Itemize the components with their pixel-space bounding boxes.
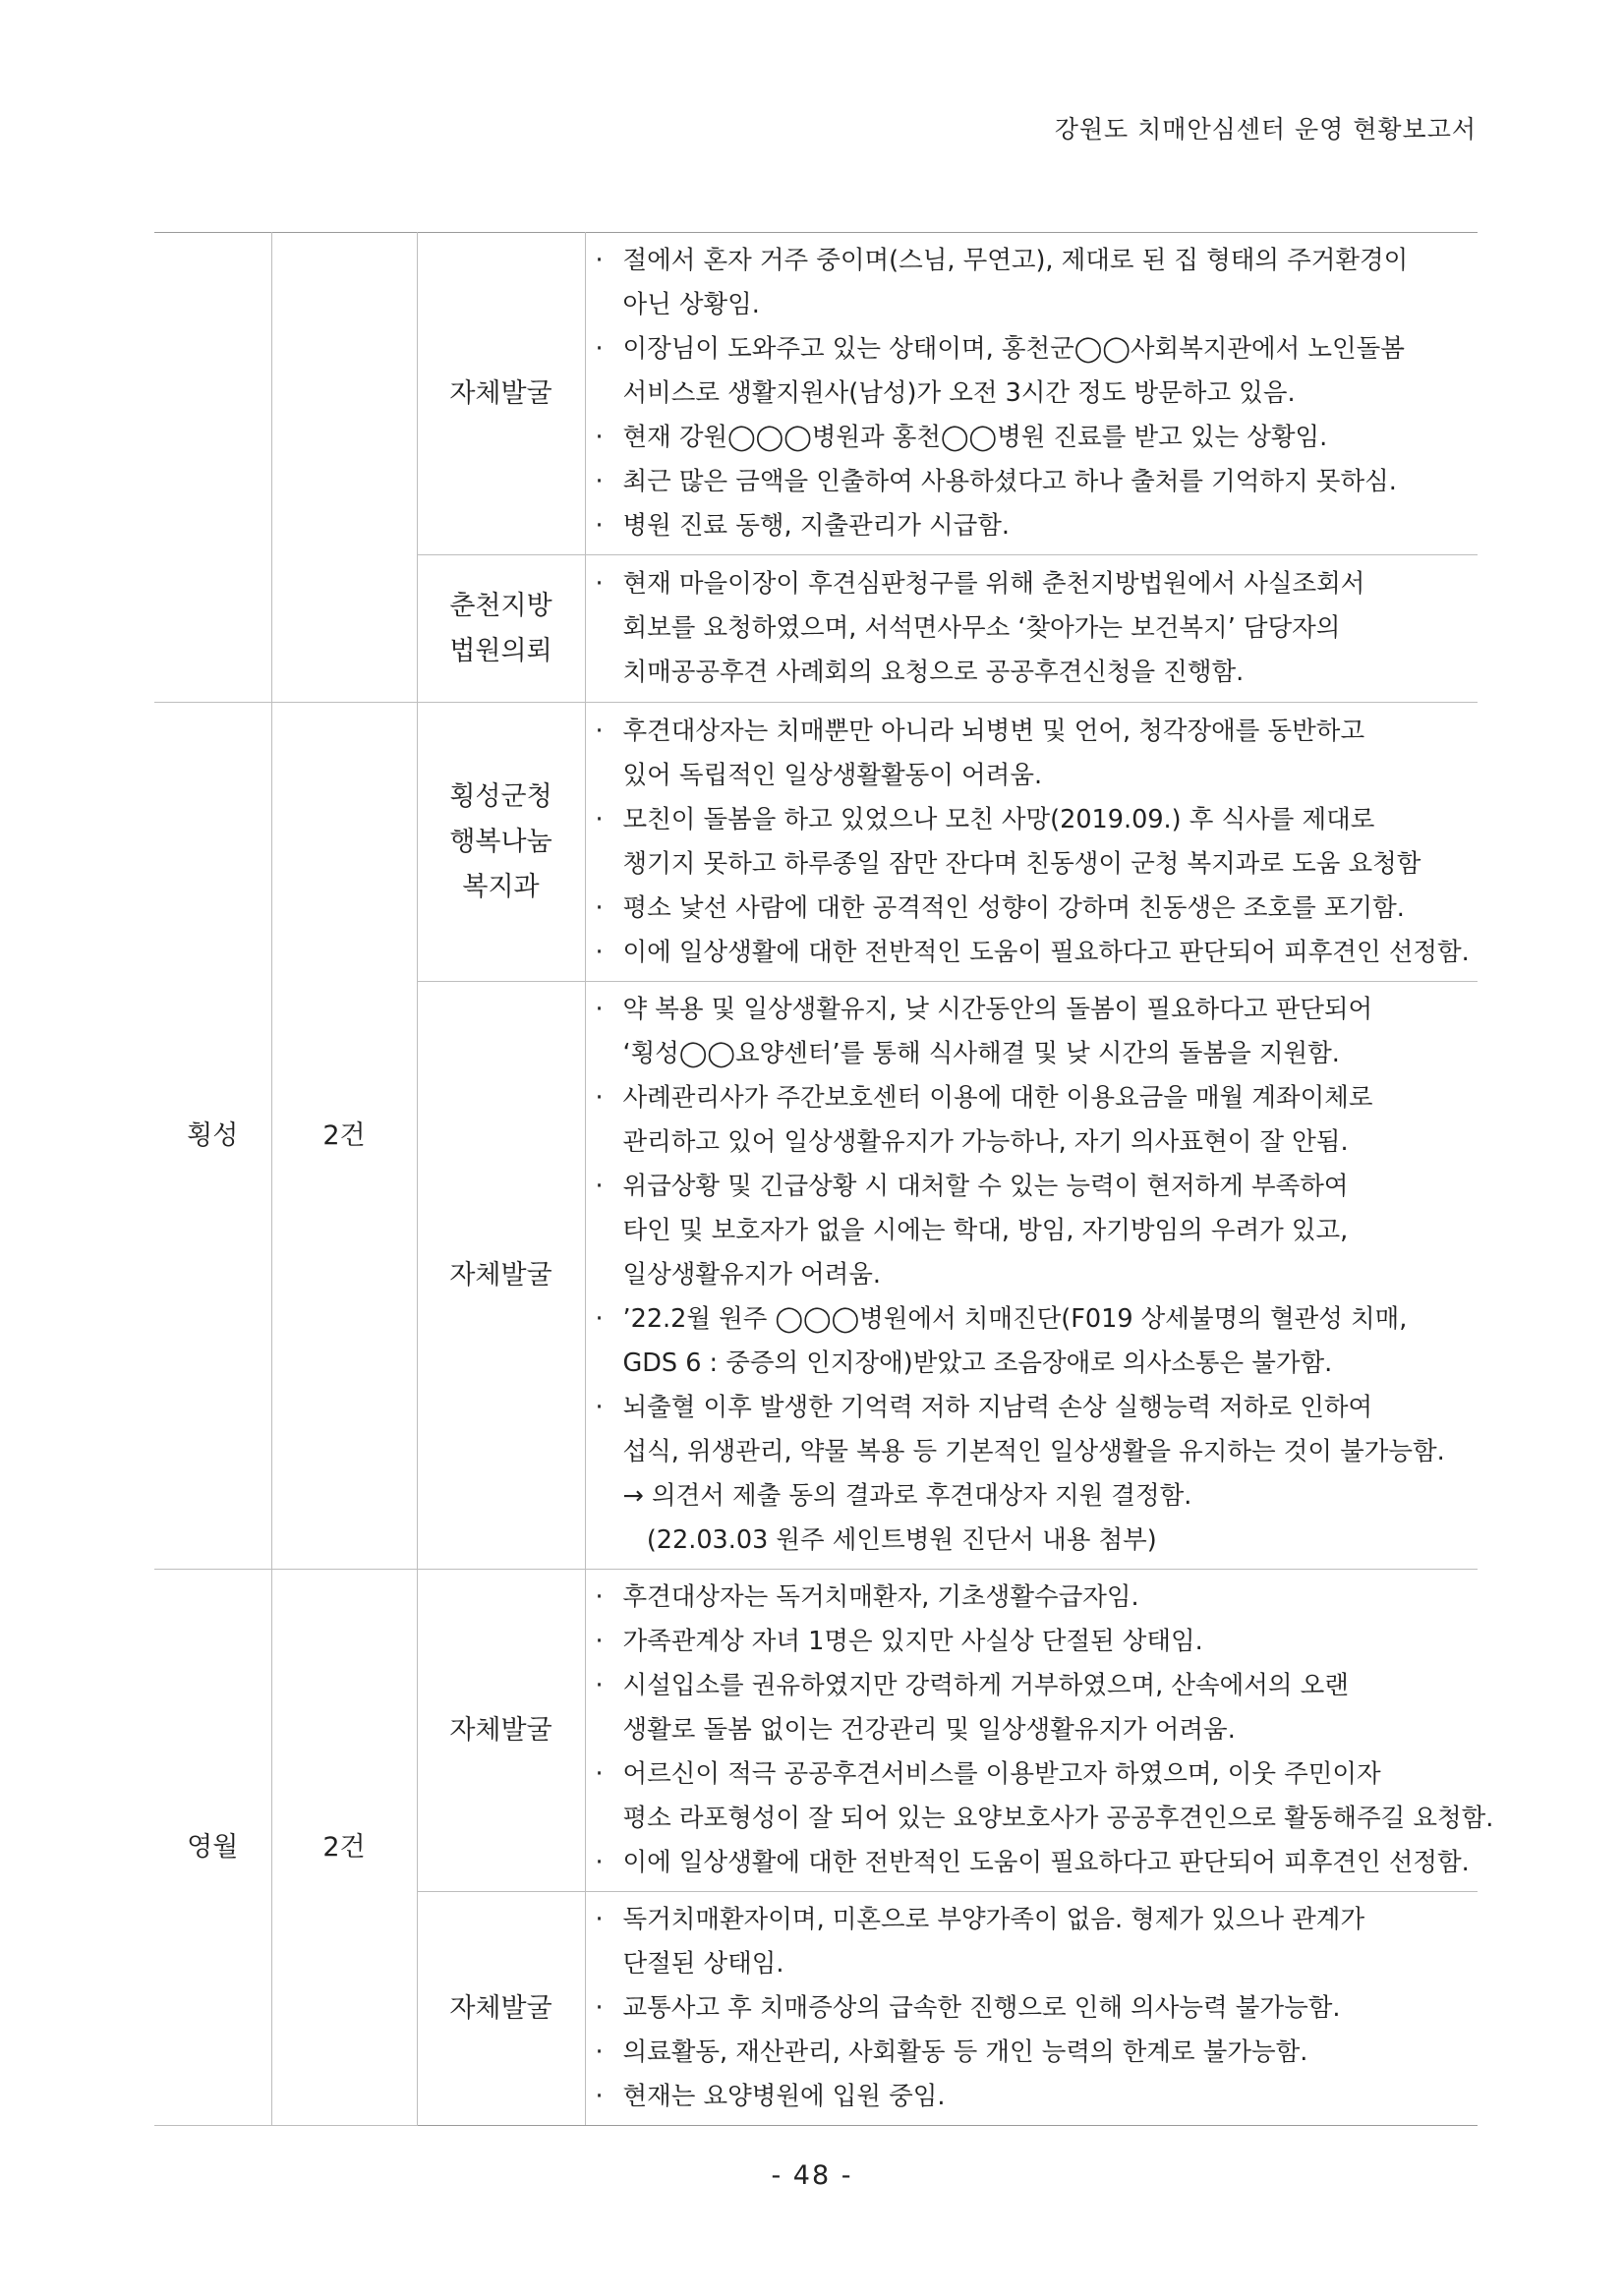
source-text: 자체발굴 [449, 1992, 552, 2024]
description-text: 평소 라포형성이 잘 되어 있는 요양보호사가 공공후견인으로 활동해주길 요청함. [622, 1804, 1494, 1833]
description-line [596, 651, 1473, 695]
source-cell [417, 982, 585, 1570]
bullet-mark: · [595, 1083, 604, 1113]
bullet-mark: · [595, 246, 604, 275]
bullet-mark: · [595, 511, 604, 541]
report-header-title: 강원도 치매안심센터 운영 현황보고서 [1054, 115, 1477, 144]
description-line [596, 1253, 1473, 1297]
region-name: 영월 [187, 1831, 239, 1863]
source-cell [417, 703, 585, 982]
bullet-mark: · [595, 2038, 604, 2067]
description-text: 회보를 요청하였으며, 서석면사무소 ‘찾아가는 보건복지’ 담당자의 [622, 613, 1341, 643]
description-line [596, 1474, 1473, 1519]
region-name: 횡성 [187, 1119, 239, 1151]
table-row [154, 233, 1478, 555]
case-count: 2건 [322, 1831, 366, 1863]
description-line [596, 1032, 1473, 1076]
description-text: 현재 마을이장이 후견심판청구를 위해 춘천지방법원에서 사실조회서 [622, 569, 1365, 599]
description-text: 후견대상자는 독거치매환자, 기초생활수급자임. [622, 1582, 1139, 1612]
description-line [596, 887, 1473, 931]
description-line [596, 710, 1473, 754]
description-text: 타인 및 보호자가 없을 시에는 학대, 방임, 자기방임의 우려가 있고, [622, 1216, 1349, 1245]
source-text: 횡성군청 [449, 780, 552, 812]
description-line [596, 283, 1473, 327]
bullet-mark: · [595, 804, 604, 834]
description-line [596, 1664, 1473, 1708]
description-text: 있어 독립적인 일상생활활동이 어려움. [622, 760, 1043, 790]
bullet-mark: · [595, 1393, 604, 1422]
description-text: 약 복용 및 일상생활유지, 낮 시간동안의 돌봄이 필요하다고 판단되어 [622, 995, 1373, 1024]
description-text: (22.03.03 원주 세인트병원 진단서 내용 첨부) [622, 1525, 1157, 1555]
description-line [596, 1519, 1473, 1563]
description-cell [585, 233, 1478, 555]
case-count: 2건 [322, 1119, 366, 1151]
description-line [596, 1209, 1473, 1253]
description-cell [585, 1570, 1494, 1892]
description-cell [585, 1892, 1478, 2126]
description-cell [585, 555, 1478, 703]
description-text: 병원 진료 동행, 지출관리가 시급함. [622, 511, 1010, 541]
description-line [596, 327, 1473, 372]
description-line [596, 1386, 1473, 1430]
description-text: 절에서 혼자 거주 중이며(스님, 무연고), 제대로 된 집 형태의 주거환경이 [622, 246, 1409, 275]
description-text: 의료활동, 재산관리, 사회활동 등 개인 능력의 한계로 불가능함. [622, 2038, 1308, 2067]
description-text: 단절된 상태임. [622, 1949, 784, 1979]
description-line [596, 562, 1473, 606]
description-line [596, 1898, 1473, 1942]
source-cell [417, 1892, 585, 2126]
bullet-mark: · [595, 467, 604, 496]
bullet-mark: · [595, 937, 604, 967]
bullet-mark: · [595, 1848, 604, 1877]
description-line [596, 1076, 1473, 1120]
description-line [596, 1708, 1473, 1752]
source-cell [417, 555, 585, 703]
description-line [596, 416, 1473, 460]
description-cell [585, 703, 1478, 982]
description-line [596, 1576, 1473, 1620]
description-line [596, 372, 1473, 416]
description-line [596, 606, 1473, 651]
description-text: 모친이 돌봄을 하고 있었으나 모친 사망(2019.09.) 후 식사를 제대로 [622, 804, 1375, 834]
description-text: 현재 강원◯◯◯병원과 홍천◯◯병원 진료를 받고 있는 상황임. [622, 423, 1328, 452]
description-line [596, 754, 1473, 798]
table-row [154, 1570, 1478, 1892]
bullet-mark: · [595, 1582, 604, 1612]
bullet-mark: · [595, 892, 604, 923]
description-text: 이장님이 도와주고 있는 상태이며, 홍천군◯◯사회복지관에서 노인돌봄 [622, 334, 1405, 364]
description-text: 뇌출혈 이후 발생한 기억력 저하 지남력 손상 실행능력 저하로 인하여 [622, 1393, 1373, 1422]
description-line [596, 1120, 1473, 1165]
bullet-mark: · [595, 1993, 604, 2023]
region-cell [154, 233, 271, 703]
source-text: 법원의뢰 [449, 635, 552, 666]
bullet-mark: · [595, 569, 604, 599]
description-text: 서비스로 생활지원사(남성)가 오전 3시간 정도 방문하고 있음. [622, 378, 1296, 408]
region-cell [154, 1570, 271, 2126]
source-text: 자체발굴 [449, 1259, 552, 1291]
description-text: 독거치매환자이며, 미혼으로 부양가족이 없음. 형제가 있으나 관계가 [622, 1905, 1365, 1934]
source-cell [417, 233, 585, 555]
description-line [596, 239, 1473, 283]
description-text: ‘횡성◯◯요양센터’를 통해 식사해결 및 낮 시간의 돌봄을 지원함. [622, 1039, 1340, 1068]
description-line [596, 1165, 1473, 1209]
description-text: 아닌 상황임. [622, 290, 760, 319]
description-text: 교통사고 후 치매증상의 급속한 진행으로 인해 의사능력 불가능함. [622, 1993, 1341, 2023]
description-text: 관리하고 있어 일상생활유지가 가능하나, 자기 의사표현이 잘 안됨. [622, 1127, 1349, 1157]
description-line [596, 988, 1473, 1032]
bullet-mark: · [595, 1905, 604, 1934]
description-line [596, 1430, 1473, 1474]
description-text: 이에 일상생활에 대한 전반적인 도움이 필요하다고 판단되어 피후견인 선정함. [622, 937, 1470, 967]
source-text: 춘천지방 [449, 590, 552, 621]
source-text: 자체발굴 [449, 1714, 552, 1746]
table-row [154, 703, 1478, 982]
description-text: 평소 낯선 사람에 대한 공격적인 성향이 강하며 친동생은 조호를 포기함. [622, 892, 1405, 923]
description-text: 생활로 돌봄 없이는 건강관리 및 일상생활유지가 어려움. [622, 1715, 1236, 1745]
description-line [596, 1942, 1473, 1986]
description-line [596, 504, 1473, 548]
bullet-mark: · [595, 716, 604, 746]
description-line [596, 1342, 1473, 1386]
region-cell [154, 703, 271, 1570]
bullet-mark: · [595, 423, 604, 452]
description-line [596, 2031, 1473, 2075]
bullet-mark: · [595, 1172, 604, 1201]
bullet-mark: · [595, 1759, 604, 1789]
description-line [596, 842, 1473, 887]
description-text: 시설입소를 권유하였지만 강력하게 거부하였으며, 산속에서의 오랜 [622, 1671, 1349, 1700]
description-text: 가족관계상 자녀 1명은 있지만 사실상 단절된 상태임. [622, 1627, 1203, 1656]
description-line [596, 460, 1473, 504]
description-text: 최근 많은 금액을 인출하여 사용하셨다고 하나 출처를 기억하지 못하심. [622, 467, 1397, 496]
description-text: 섭식, 위생관리, 약물 복용 등 기본적인 일상생활을 유지하는 것이 불가능함. [622, 1437, 1445, 1466]
source-text: 복지과 [462, 871, 540, 902]
description-text: → 의견서 제출 동의 결과로 후견대상자 지원 결정함. [622, 1481, 1192, 1511]
source-text: 행복나눔 [449, 826, 552, 857]
description-text: 이에 일상생활에 대한 전반적인 도움이 필요하다고 판단되어 피후견인 선정함. [622, 1848, 1470, 1877]
description-line [596, 1797, 1494, 1841]
count-cell [271, 1570, 417, 2126]
bullet-mark: · [595, 1671, 604, 1700]
page-number: - 48 - [771, 2160, 853, 2191]
description-text: 챙기지 못하고 하루종일 잠만 잔다며 친동생이 군청 복지과로 도움 요청함 [622, 848, 1421, 879]
description-text: 어르신이 적극 공공후견서비스를 이용받고자 하였으며, 이웃 주민이자 [622, 1759, 1381, 1789]
guardianship-case-table [154, 232, 1494, 2126]
description-text: 사례관리사가 주간보호센터 이용에 대한 이용요금을 매월 계좌이체로 [622, 1083, 1373, 1113]
description-text: ’22.2월 원주 ◯◯◯병원에서 치매진단(F019 상세불명의 혈관성 치매, [622, 1304, 1408, 1334]
bullet-mark: · [595, 334, 604, 364]
description-line [596, 1986, 1473, 2031]
bullet-mark: · [595, 1304, 604, 1334]
description-line [596, 1297, 1473, 1342]
bullet-mark: · [595, 995, 604, 1024]
bullet-mark: · [595, 1627, 604, 1656]
description-line [596, 931, 1473, 975]
count-cell [271, 233, 417, 703]
bullet-mark: · [595, 2082, 604, 2111]
description-line [596, 1752, 1473, 1797]
source-cell [417, 1570, 585, 1892]
description-text: 치매공공후견 사례회의 요청으로 공공후견신청을 진행함. [622, 658, 1245, 687]
description-cell [585, 982, 1478, 1570]
description-text: GDS 6 : 중증의 인지장애)받았고 조음장애로 의사소통은 불가함. [622, 1349, 1333, 1378]
description-line [596, 1620, 1473, 1664]
description-line [596, 2075, 1473, 2119]
description-text: 일상생활유지가 어려움. [622, 1260, 882, 1290]
description-line [596, 1841, 1473, 1885]
source-text: 자체발굴 [449, 377, 552, 409]
count-cell [271, 703, 417, 1570]
description-text: 위급상황 및 긴급상황 시 대처할 수 있는 능력이 현저하게 부족하여 [622, 1172, 1349, 1201]
description-text: 현재는 요양병원에 입원 중임. [622, 2082, 946, 2111]
description-line [596, 798, 1473, 842]
description-text: 후견대상자는 치매뿐만 아니라 뇌병변 및 언어, 청각장애를 동반하고 [622, 716, 1365, 746]
